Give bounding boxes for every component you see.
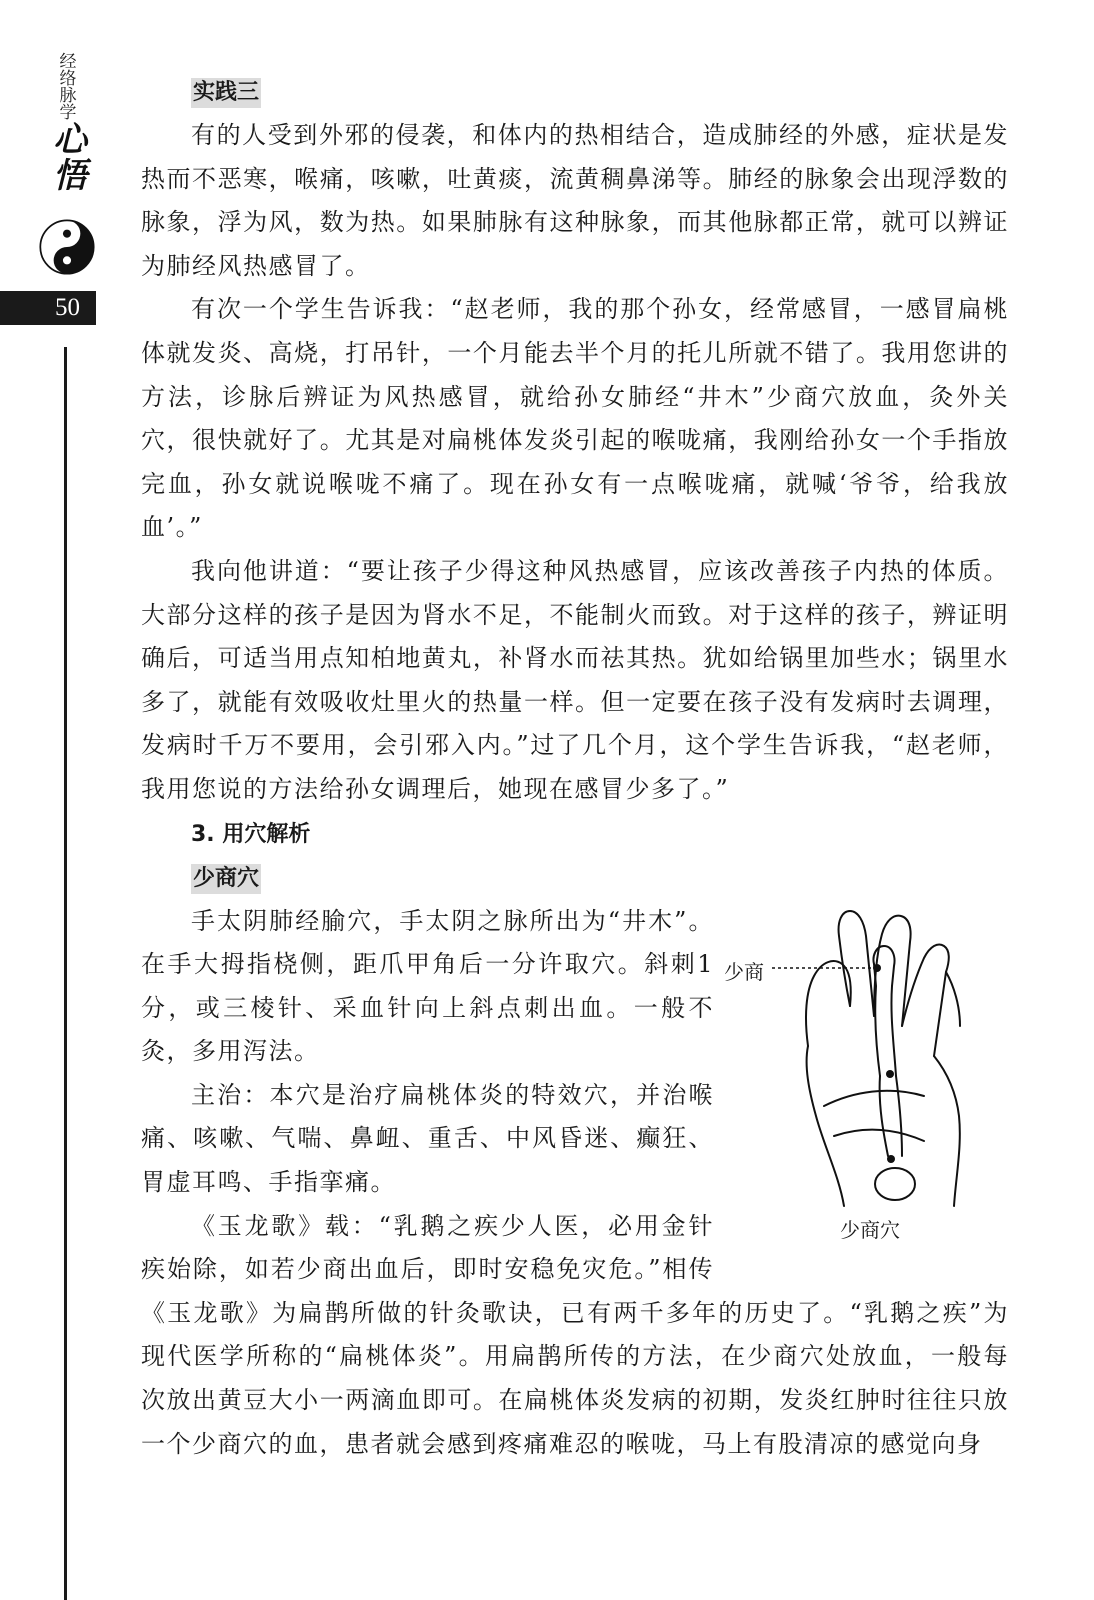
main-content: [141, 78, 1009, 1466]
margin-rule: [64, 347, 67, 1600]
paragraph: 《玉龙歌》载：“乳鹅之疾少人医，必用金针疾始除，如若少商出血后，即时安稳免灾危。”相传《玉龙歌》为扁鹊所做的针灸歌诀，已有两千多年的历史了。“乳鹅之疾”为现代医学所称的“扁桃体炎”。用扁鹊所传的方法，在少商穴处放血，一般每次放出黄豆大小一两滴血即可。在扁桃体炎发病的初期，发炎红肿时往往只放一个少商穴的血，患者就会感到疼痛难忍的喉咙，马上有股清凉的感觉向身: [141, 1211, 1009, 1458]
yin-yang-icon: [38, 218, 96, 276]
point-heading: [191, 858, 1009, 900]
book-title-big: 心悟: [53, 120, 87, 196]
figure-label: 少商: [724, 959, 764, 984]
point-description: [141, 900, 1009, 1467]
section-heading: 实践三: [191, 78, 261, 108]
subsection-heading: 3. 用穴解析: [191, 821, 311, 847]
paragraph: 主治：本穴是治疗扁桃体炎的特效穴，并治喉痛、咳嗽、气喘、鼻衄、重舌、中风昏迷、癫狂、胃虚耳鸣、手指挛痛。: [141, 1080, 714, 1197]
figure-caption: 少商穴: [840, 1217, 900, 1242]
book-title-small: 经络脉学: [59, 52, 77, 123]
hand-diagram-icon: [724, 906, 1009, 1236]
point-heading-text: 少商穴: [191, 864, 261, 894]
book-title: [52, 52, 87, 196]
hand-figure: [724, 906, 1009, 1251]
page-number: 50: [0, 291, 96, 325]
paragraph: 手太阴肺经腧穴，手太阴之脉所出为“井木”。在手大拇指桡侧，距爪甲角后一分许取穴。斜刺1分，或三棱针、采血针向上斜点刺出血。一般不灸，多用泻法。: [141, 906, 714, 1066]
paragraph: 有的人受到外邪的侵袭，和体内的热相结合，造成肺经的外感，症状是发热而不恶寒，喉痛，咳嗽，吐黄痰，流黄稠鼻涕等。肺经的脉象会出现浮数的脉象，浮为风，数为热。如果肺脉有这种脉象，而其他脉都正常，就可以辨证为肺经风热感冒了。: [141, 121, 1009, 280]
paragraph: 有次一个学生告诉我：“赵老师，我的那个孙女，经常感冒，一感冒扁桃体就发炎、高烧，打吊针，一个月能去半个月的托儿所就不错了。我用您讲的方法，诊脉后辨证为风热感冒，就给孙女肺经“井木”少商穴放血，灸外关穴，很快就好了。尤其是对扁桃体发炎引起的喉咙痛，我刚给孙女一个手指放完血，孙女就说喉咙不痛了。现在孙女有一点喉咙痛，就喊‘爷爷，给我放血’。”: [141, 295, 1009, 542]
paragraph: 我向他讲道：“要让孩子少得这种风热感冒，应该改善孩子内热的体质。大部分这样的孩子是因为肾水不足，不能制火而致。对于这样的孩子，辨证明确后，可适当用点知柏地黄丸，补肾水而祛其热。犹如给锅里加些水；锅里水多了，就能有效吸收灶里火的热量一样。但一定要在孩子没有发病时去调理，发病时千万不要用，会引邪入内。”过了几个月，这个学生告诉我，“赵老师，我用您说的方法给孙女调理后，她现在感冒少多了。”: [141, 556, 1009, 803]
